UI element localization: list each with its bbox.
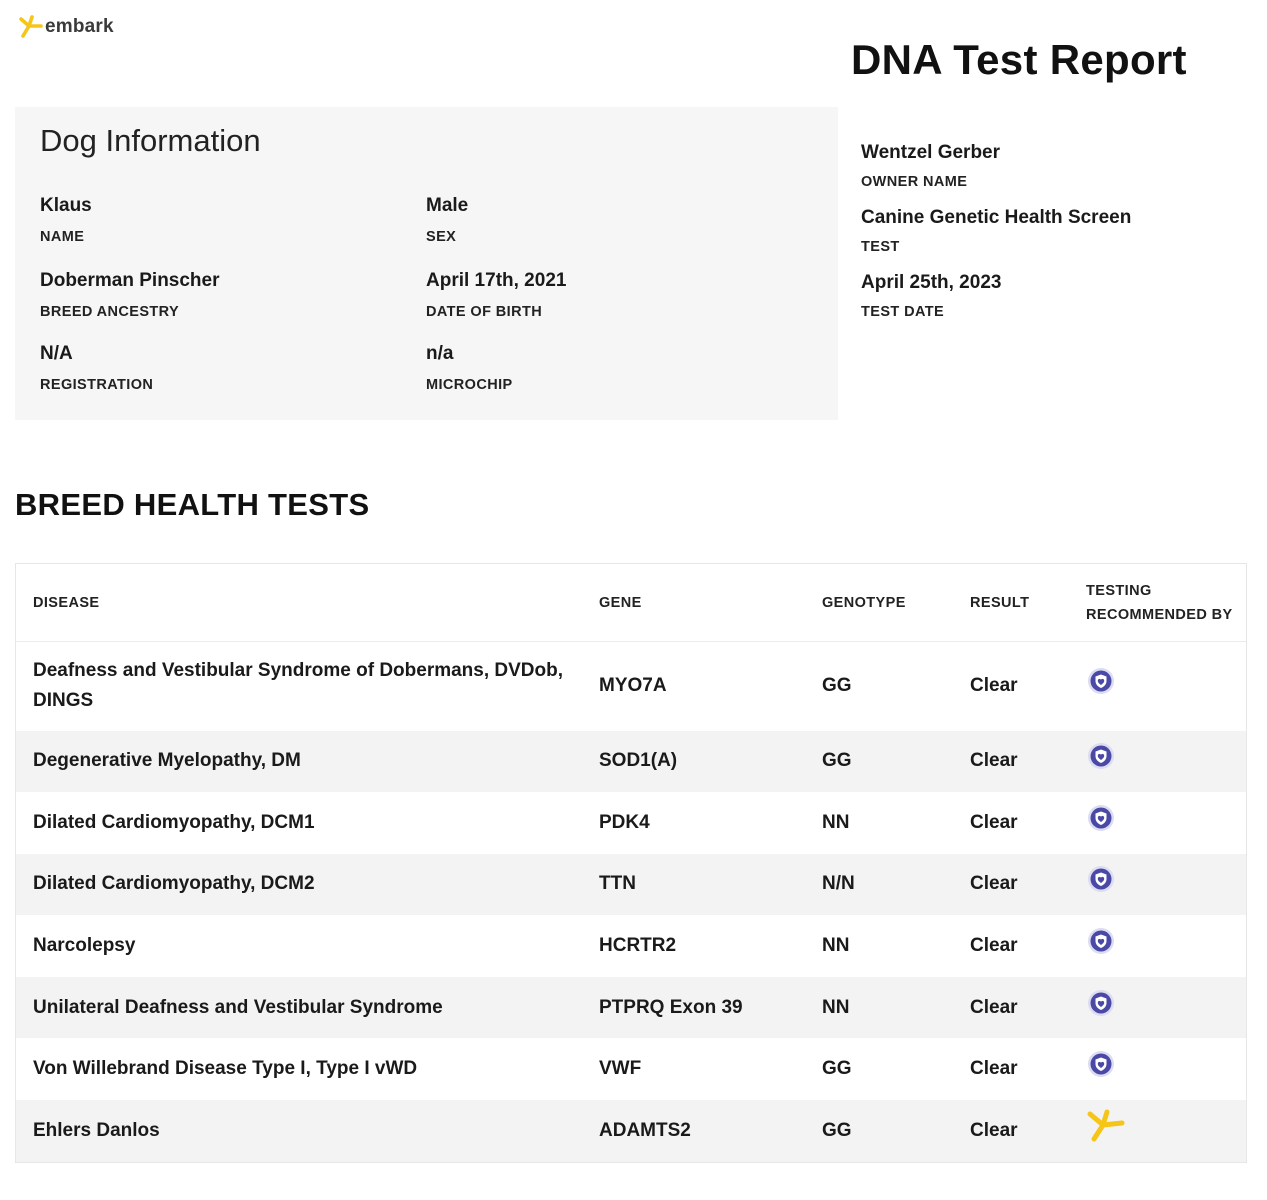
table-row [16,977,1246,1039]
dog-sex-label: SEX [426,229,457,245]
table-row [16,642,1246,731]
gene-cell: TTN [599,873,636,895]
disease-cell: Ehlers Danlos [33,1119,160,1141]
breed-ancestry-value: Doberman Pinscher [40,270,220,291]
microchip-field [426,343,513,393]
dog-name-label: NAME [40,229,85,245]
recommended-by-cell [1069,792,1246,854]
shield-heart-badge-icon [1086,988,1116,1028]
shield-heart-badge-icon [1086,666,1116,706]
registration-value: N/A [40,343,73,364]
result-cell: Clear [970,1058,1018,1080]
table-row [16,731,1246,793]
disease-cell: Degenerative Myelopathy, DM [33,750,301,772]
genotype-cell: GG [822,675,852,697]
genotype-cell: GG [822,1058,852,1080]
dog-name-field [40,195,92,245]
disease-cell: Unilateral Deafness and Vestibular Syndrome [33,996,443,1018]
table-row [16,1100,1246,1162]
table-row [16,915,1246,977]
shield-heart-badge-icon [1086,926,1116,966]
dog-sex-value: Male [426,195,469,216]
test-date-label: TEST DATE [861,304,945,320]
testing-recommended-by-label: TESTING RECOMMENDED BY [1086,582,1233,623]
test-value: Canine Genetic Health Screen [861,207,1132,228]
shield-heart-badge-icon [1086,1049,1116,1089]
recommended-by-cell [1069,1038,1246,1100]
gene-cell: SOD1(A) [599,750,678,772]
table-row [16,854,1246,916]
result-cell: Clear [970,935,1018,957]
genotype-cell: GG [822,750,852,772]
genotype-cell: NN [822,935,850,957]
owner-info-column [861,142,1241,337]
breed-health-tests-title: BREED HEALTH TESTS [15,487,370,522]
table-row [16,1038,1246,1100]
date-of-birth-value: April 17th, 2021 [426,270,567,291]
test-date-value: April 25th, 2023 [861,272,1002,293]
breed-ancestry-label: BREED ANCESTRY [40,304,180,320]
table-body [16,642,1246,1162]
dog-information-title: Dog Information [40,123,261,158]
breed-health-tests-table [16,564,1246,1162]
dog-sex-field [426,195,468,245]
gene-cell: ADAMTS2 [599,1119,691,1141]
result-cell: Clear [970,873,1018,895]
recommended-by-cell [1069,915,1246,977]
recommended-by-cell [1069,731,1246,793]
disease-cell: Von Willebrand Disease Type I, Type I vWD [33,1058,418,1080]
result-cell: Clear [970,750,1018,772]
embark-star-logo-icon [18,14,44,40]
result-cell: Clear [970,996,1018,1018]
report-title: DNA Test Report [851,36,1187,83]
owner-name-field [861,142,1241,190]
embark-logo [18,14,114,40]
breed-ancestry-field [40,270,220,320]
microchip-label: MICROCHIP [426,377,513,393]
microchip-value: n/a [426,343,454,364]
disease-cell: Deafness and Vestibular Syndrome of Dobermans, DVDob, DINGS [33,660,564,712]
column-header-testing-recommended-by [1069,564,1246,642]
column-header-disease: DISEASE [16,564,582,642]
disease-cell: Dilated Cardiomyopathy, DCM1 [33,811,315,833]
table-header-row [16,564,1246,642]
shield-heart-badge-icon [1086,864,1116,904]
gene-cell: PTPRQ Exon 39 [599,996,743,1018]
owner-name-value: Wentzel Gerber [861,142,1001,163]
recommended-by-cell [1069,977,1246,1039]
genotype-cell: NN [822,811,850,833]
disease-cell: Narcolepsy [33,935,136,957]
genotype-cell: NN [822,996,850,1018]
shield-heart-badge-icon [1086,803,1116,843]
shield-heart-badge-icon [1086,741,1116,781]
recommended-by-cell [1069,642,1246,731]
column-header-genotype: GENOTYPE [805,564,953,642]
recommended-by-cell [1069,1100,1246,1162]
gene-cell: MYO7A [599,675,667,697]
table-row [16,792,1246,854]
test-field [861,207,1241,255]
brand-name: embark [45,16,114,37]
recommended-by-cell [1069,854,1246,916]
genotype-cell: GG [822,1119,852,1141]
owner-name-label: OWNER NAME [861,174,968,190]
test-date-field [861,272,1241,320]
result-cell: Clear [970,1119,1018,1141]
gene-cell: VWF [599,1058,642,1080]
result-cell: Clear [970,811,1018,833]
test-label: TEST [861,239,900,255]
gene-cell: HCRTR2 [599,935,677,957]
column-header-result: RESULT [953,564,1069,642]
dog-information-panel [15,107,838,420]
genotype-cell: N/N [822,873,855,895]
disease-cell: Dilated Cardiomyopathy, DCM2 [33,873,315,895]
date-of-birth-label: DATE OF BIRTH [426,304,543,320]
registration-label: REGISTRATION [40,377,154,393]
column-header-gene: GENE [582,564,805,642]
result-cell: Clear [970,675,1018,697]
embark-star-logo-icon [1086,1108,1126,1154]
dog-name-value: Klaus [40,195,92,216]
date-of-birth-field [426,270,566,320]
registration-field [40,343,153,393]
gene-cell: PDK4 [599,811,650,833]
